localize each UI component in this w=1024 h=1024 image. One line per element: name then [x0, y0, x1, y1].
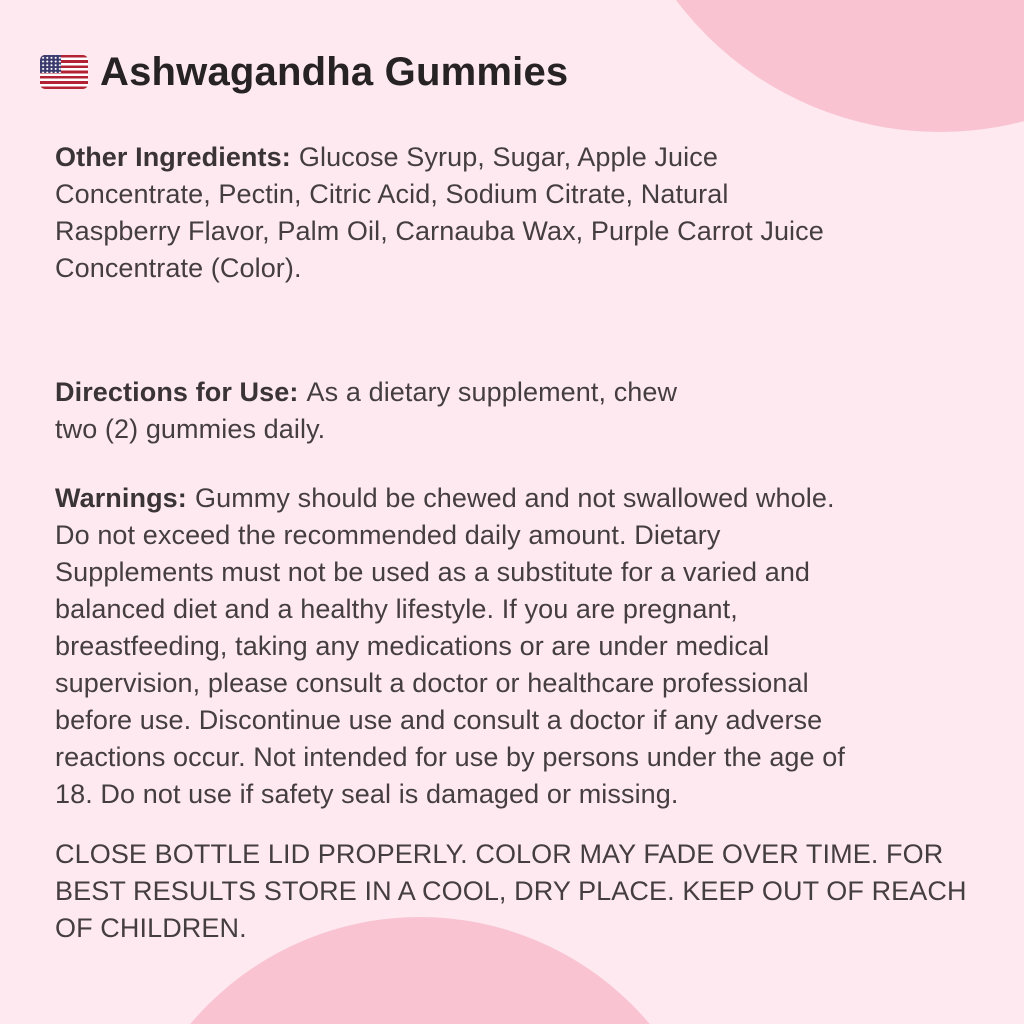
directions-section [55, 374, 985, 448]
decor-circle-top-right [610, 0, 1024, 132]
page-title: Ashwagandha Gummies [100, 50, 569, 94]
storage-notice-section [55, 836, 985, 947]
warnings-section [55, 480, 985, 813]
header [40, 50, 568, 94]
us-flag-icon [40, 55, 88, 89]
directions-label: Directions for Use: [55, 377, 299, 407]
warnings-text: Gummy should be chewed and not swallowed whole. Do not exceed the recommended daily amount. Dietary Supplements must not be used as a substitute for a varied and balanced diet and a healthy lifestyle. If you are pregnant, breastfeeding, taking any medications or are under medical supervision, please consult a doctor or healthcare professional before use. Discontinue use and consult a doctor if any adverse reactions occur. Not intended for use by persons under the age of 18. Do not use if safety seal is damaged or missing. [55, 483, 845, 809]
other-ingredients-label: Other Ingredients: [55, 142, 291, 172]
directions-text: As a dietary supplement, chew two (2) gummies daily. [55, 377, 678, 444]
other-ingredients-section [55, 139, 985, 287]
storage-notice-text: CLOSE BOTTLE LID PROPERLY. COLOR MAY FADE OVER TIME. FOR BEST RESULTS STORE IN A COOL, DRY PLACE. KEEP OUT OF REACH OF CHILDREN. [55, 839, 967, 943]
other-ingredients-text: Glucose Syrup, Sugar, Apple Juice Concentrate, Pectin, Citric Acid, Sodium Citrate, Natural Raspberry Flavor, Palm Oil, Carnauba Wax, Purple Carrot Juice Concentrate (Color). [55, 142, 824, 283]
warnings-label: Warnings: [55, 483, 187, 513]
us-flag-canton [40, 55, 61, 73]
